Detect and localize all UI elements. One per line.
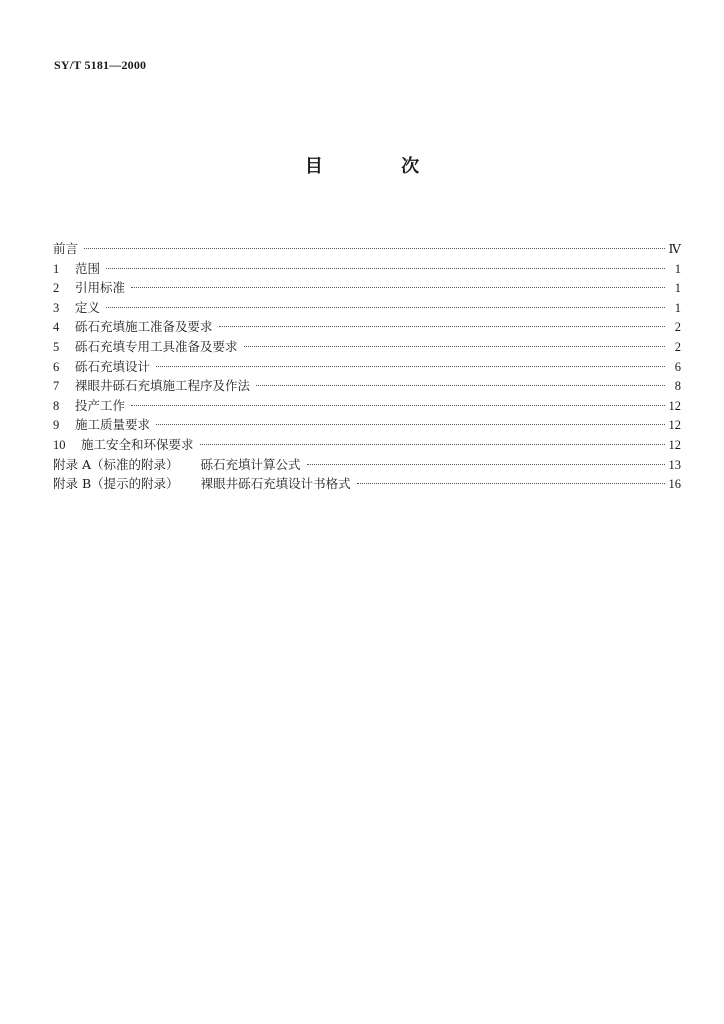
toc-page-number: 6 (674, 359, 681, 374)
toc-entry-label: 施工质量要求 (75, 417, 151, 433)
toc-page-number: 13 (668, 457, 681, 472)
toc-page-number: 1 (674, 261, 681, 276)
toc-entry-number: 7 (53, 379, 60, 394)
toc-entry-label: 引用标准 (75, 280, 126, 296)
toc-page-number: 12 (668, 437, 681, 452)
toc-leader (256, 385, 665, 386)
toc-entry-label-group (53, 435, 194, 456)
toc-appendix-designation: 附录 B（提示的附录） (53, 476, 179, 492)
toc-entry-label: 范围 (75, 260, 101, 276)
toc-entry-number: 4 (53, 320, 60, 335)
toc-leader (244, 346, 665, 347)
toc-leader (106, 268, 665, 269)
toc-entry-10[interactable] (53, 435, 681, 455)
toc-leader (106, 307, 665, 308)
toc-entry-label-group (53, 278, 125, 299)
toc-leader (84, 248, 664, 249)
toc-page-number: 2 (674, 320, 681, 335)
toc-page-number: 8 (674, 379, 681, 394)
toc-entry-label: 前言 (53, 241, 79, 256)
toc-page-number: 1 (674, 281, 681, 296)
toc-entry-label-group (53, 396, 125, 417)
toc-entry-label-group (53, 317, 213, 338)
toc-entry-4[interactable] (53, 317, 681, 337)
toc-leader (156, 424, 664, 425)
toc-page-number: 12 (668, 418, 681, 433)
toc-appendix-designation: 附录 A（标准的附录） (53, 456, 179, 472)
toc-page-number: 12 (668, 398, 681, 413)
toc-entry-label-group (53, 357, 150, 378)
toc-entry-number: 3 (53, 300, 60, 315)
toc-entry-label: 砾石充填设计 (75, 358, 151, 374)
table-of-contents (53, 239, 681, 494)
toc-entry-appendix-b[interactable] (53, 474, 681, 494)
standard-code: SY/T 5181—2000 (54, 58, 147, 72)
toc-entry-label: 砾石充填计算公式 (200, 456, 301, 472)
toc-page-number: Ⅳ (668, 242, 681, 256)
toc-entry-label-group (53, 455, 301, 475)
toc-leader (219, 326, 665, 327)
toc-entry-label: 砾石充填专用工具准备及要求 (75, 338, 238, 354)
toc-entry-number: 5 (53, 339, 60, 354)
toc-entry-label-group (53, 337, 238, 358)
toc-entry-label: 施工安全和环保要求 (81, 436, 194, 452)
toc-entry-label-group (53, 474, 351, 494)
toc-page-number: 1 (674, 300, 681, 315)
toc-entry-5[interactable] (53, 337, 681, 357)
toc-entry-2[interactable] (53, 278, 681, 298)
page-title: 目 次 (304, 156, 456, 177)
toc-entry-8[interactable] (53, 396, 681, 416)
toc-entry-number: 9 (53, 418, 60, 433)
toc-leader (156, 366, 665, 367)
toc-entry-label: 投产工作 (75, 397, 126, 413)
toc-entry-label-group (53, 259, 100, 280)
toc-entry-number: 6 (53, 359, 60, 374)
toc-entry-number: 8 (53, 398, 60, 413)
toc-leader (131, 405, 664, 406)
toc-entry-number: 1 (53, 261, 60, 276)
toc-leader (200, 444, 665, 445)
toc-entry-label-group (53, 298, 100, 319)
toc-entry-3[interactable] (53, 298, 681, 318)
toc-leader (357, 483, 665, 484)
toc-entry-label: 砾石充填施工准备及要求 (75, 319, 213, 335)
toc-entry-number: 10 (53, 437, 66, 452)
toc-entry-label-group (53, 415, 150, 436)
toc-page-number: 16 (668, 477, 681, 492)
toc-entry-label: 定义 (75, 299, 101, 315)
toc-entry-number: 2 (53, 281, 60, 296)
toc-entry-9[interactable] (53, 415, 681, 435)
toc-entry-1[interactable] (53, 259, 681, 279)
toc-entry-label-group (53, 376, 250, 397)
toc-entry-appendix-a[interactable] (53, 455, 681, 475)
toc-entry-label: 裸眼井砾石充填施工程序及作法 (75, 378, 251, 394)
toc-entry-foreword[interactable] (53, 239, 681, 259)
toc-entry-6[interactable] (53, 357, 681, 377)
toc-entry-7[interactable] (53, 376, 681, 396)
toc-entry-label: 裸眼井砾石充填设计书格式 (200, 476, 351, 492)
toc-leader (131, 287, 665, 288)
toc-leader (307, 464, 665, 465)
toc-page-number: 2 (674, 339, 681, 354)
